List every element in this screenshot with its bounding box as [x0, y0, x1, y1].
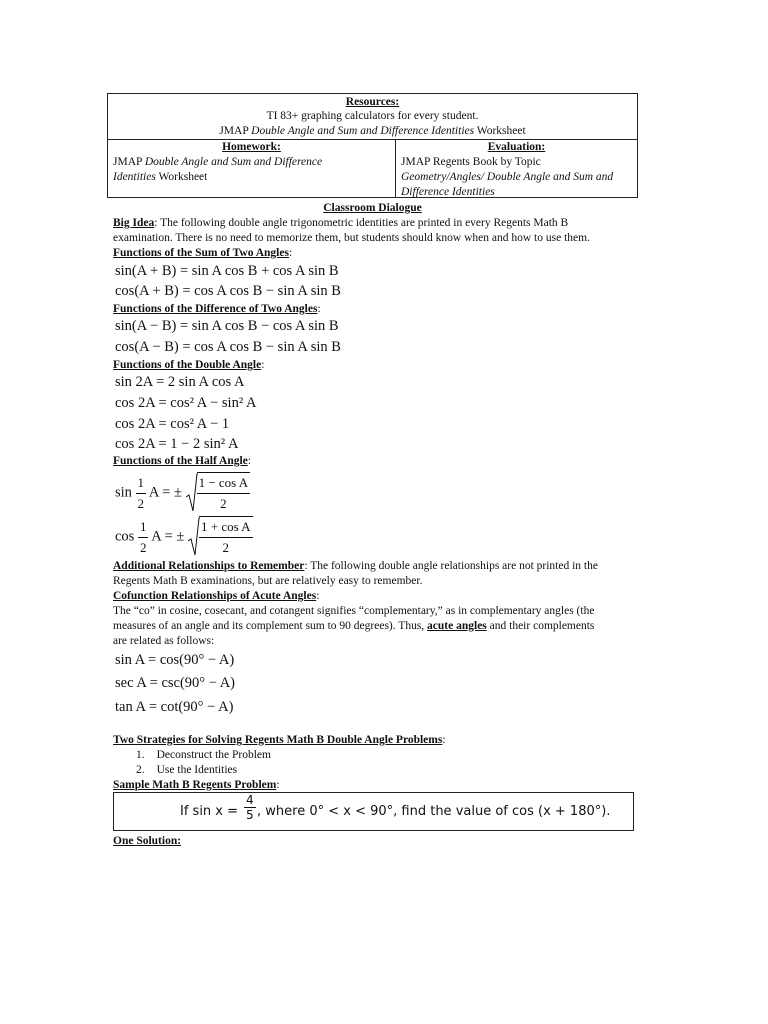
sample-problem-heading: Sample Math B Regents Problem: [113, 779, 280, 791]
resources-heading: Resources: [345, 96, 400, 108]
double-angle-heading: Functions of the Double Angle: [113, 359, 265, 371]
sample-problem-box [113, 792, 634, 831]
sum-heading: Functions of the Sum of Two Angles: [113, 247, 293, 259]
cofunction-line1: The “co” in cosine, cosecant, and cotangent signifies “complementary,” as in complementary angles (the [113, 605, 595, 617]
resources-table [107, 93, 638, 198]
half-formula-sin: sin $\frac{1}{2}$ A = ± $\frac{\text{1 − cos A}}{2}$ [115, 472, 250, 512]
additional-line2: Regents Math B examinations, but are relatively easy to remember. [113, 575, 423, 587]
half-angle-heading: Functions of the Half Angle: [113, 455, 252, 467]
cofunction-formula-tan: tan A = cot(90° − A) [115, 699, 234, 715]
half-formula-cos: cos $\frac{1}{2}$ A = ± $\frac{\text{1 + cos A}}{2}$ [115, 516, 253, 556]
cofunction-formula-sin: sin A = cos(90° − A) [115, 652, 235, 668]
resources-line1: TI 83+ graphing calculators for every student. [266, 110, 479, 122]
diff-formula-cos: cos(A − B) = cos A cos B − sin A sin B [115, 339, 341, 355]
homework-line1: JMAP Double Angle and Sum and Difference [113, 156, 323, 168]
big-idea-line2: examination. There is no need to memorize them, but students should know when and how to use them. [113, 232, 590, 244]
diff-formula-sin: sin(A − B) = sin A cos B − cos A sin B [115, 318, 339, 334]
resources-line2: JMAP Double Angle and Sum and Difference Identities Worksheet [219, 125, 526, 137]
evaluation-line3: Difference Identities [401, 186, 495, 198]
double-formula-4: cos 2A = 1 − 2 sin² A [115, 436, 239, 452]
additional-line1: Additional Relationships to Remember: The following double angle relationships are not printed in the [113, 560, 598, 572]
strategies-heading: Two Strategies for Solving Regents Math B Double Angle Problems: [113, 734, 446, 746]
double-formula-1: sin 2A = 2 sin A cos A [115, 374, 245, 390]
cofunction-line3: are related as follows: [113, 635, 215, 647]
strategy-item-1: 1. Deconstruct the Problem [136, 749, 271, 761]
evaluation-heading: Evaluation: [487, 141, 546, 153]
sum-formula-sin: sin(A + B) = sin A cos B + cos A sin B [115, 263, 339, 279]
big-idea-line1: Big Idea: The following double angle trigonometric identities are printed in every Regents Math B [113, 217, 569, 229]
homework-heading: Homework: [222, 141, 281, 153]
double-formula-3: cos 2A = cos² A − 1 [115, 416, 230, 432]
cofunction-formula-sec: sec A = csc(90° − A) [115, 675, 236, 691]
double-formula-2: cos 2A = cos² A − sin² A [115, 395, 257, 411]
evaluation-line1: JMAP Regents Book by Topic [401, 156, 541, 168]
sum-formula-cos: cos(A + B) = cos A cos B − sin A sin B [115, 283, 341, 299]
difference-heading: Functions of the Difference of Two Angles: [113, 303, 321, 315]
sample-problem-text: If sin x = $\frac{4}{5}$ , where 0° < x < 90°, find the value of cos (x + 180°). [180, 793, 611, 822]
classroom-dialogue-heading: Classroom Dialogue [323, 202, 422, 214]
cofunction-line2: measures of an angle and its complement sum to 90 degrees). Thus, acute angles and their complements [113, 620, 595, 632]
evaluation-line2: Geometry/Angles/ Double Angle and Sum and [401, 171, 614, 183]
strategy-item-2: 2. Use the Identities [136, 764, 238, 776]
cofunction-heading: Cofunction Relationships of Acute Angles: [113, 590, 320, 602]
homework-line2: Identities Worksheet [113, 171, 208, 183]
one-solution-heading: One Solution: [113, 835, 182, 847]
